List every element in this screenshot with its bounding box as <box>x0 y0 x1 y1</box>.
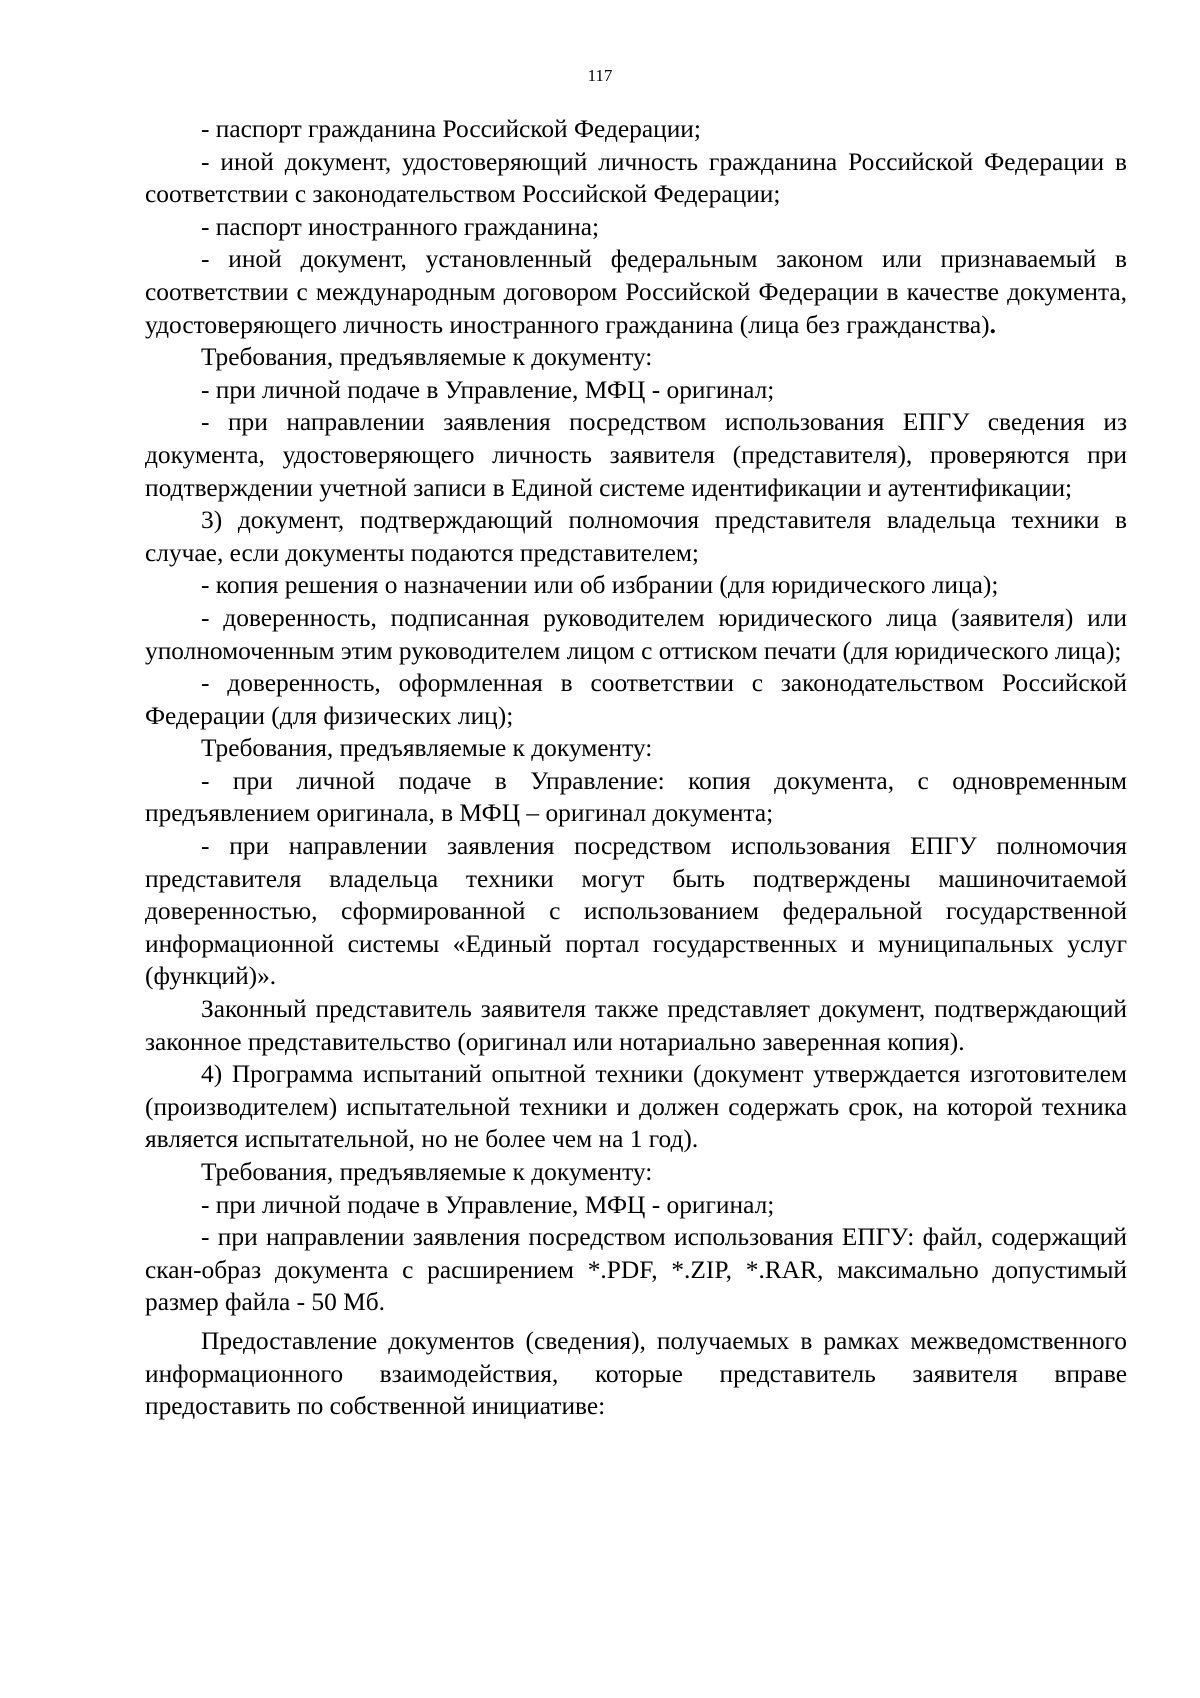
paragraph-13: - при личной подаче в Управление: копия документа, с одновременным предъявлением оригинала, в МФЦ – оригинал документа; <box>145 766 1127 828</box>
paragraph-19: - при направлении заявления посредством использования ЕПГУ: файл, содержащий скан-образ документа с расширением *.PDF, *.ZIP, *.RAR, максимально допустимый размер файла - 50 Мб. <box>145 1223 1127 1317</box>
document-body <box>145 113 1127 1423</box>
paragraph-9: - копия решения о назначении или об избрании (для юридического лица); <box>201 571 999 600</box>
paragraph-11: - доверенность, оформленная в соответствии с законодательством Российской Федерации (для физических лиц); <box>145 669 1127 730</box>
paragraph-3: - паспорт иностранного гражданина; <box>201 212 600 241</box>
paragraph-4 <box>145 243 1127 341</box>
paragraph-5: Требования, предъявляемые к документу: <box>201 343 653 372</box>
paragraph-12: Требования, предъявляемые к документу: <box>201 734 653 763</box>
paragraph-10: - доверенность, подписанная руководителем юридического лица (заявителя) или уполномоченным этим руководителем лицом с оттиском печати (для юридического лица); <box>145 603 1127 665</box>
paragraph-17: Требования, предъявляемые к документу: <box>201 1158 653 1186</box>
paragraph-7: - при направлении заявления посредством использования ЕПГУ сведения из документа, удостоверяющего личность заявителя (представителя), проверяются при подтверждении учетной записи в Единой системе идентификации и аутентификации; <box>145 408 1127 502</box>
paragraph-14: - при направлении заявления посредством использования ЕПГУ полномочия представителя владельца техники могут быть подтверждены машиночитаемой доверенностью, сформированной с использованием федеральной государственной информационной системы «Единый портал государственных и муниципальных услуг (функций)». <box>145 832 1127 991</box>
paragraph-4-text: - иной документ, установленный федеральным законом или признаваемый в соответствии с международным договором Российской Федерации в качестве документа, удостоверяющего личность иностранного гражданина (лица без гражданства) <box>145 245 1127 339</box>
paragraph-6: - при личной подаче в Управление, МФЦ - оригинал; <box>201 375 775 404</box>
paragraph-1: - паспорт гражданина Российской Федерации; <box>201 115 701 143</box>
paragraph-15: Законный представитель заявителя также представляет документ, подтверждающий законное представительство (оригинал или нотариально заверенная копия). <box>145 995 1127 1056</box>
page-number: 117 <box>587 66 613 85</box>
paragraph-2: - иной документ, удостоверяющий личность гражданина Российской Федерации в соответствии с законодательством Российской Федерации; <box>145 147 1127 209</box>
paragraph-18: - при личной подаче в Управление, МФЦ - оригинал; <box>201 1190 775 1219</box>
paragraph-4-end: . <box>989 310 996 339</box>
paragraph-20: Предоставление документов (сведения), получаемых в рамках межведомственного информационного взаимодействия, которые представитель заявителя вправе предоставить по собственной инициативе: <box>145 1326 1127 1421</box>
paragraph-16: 4) Программа испытаний опытной техники (документ утверждается изготовителем (производителем) испытательной техники и должен содержать срок, на которой техника является испытательной, но не более чем на 1 год). <box>145 1060 1127 1154</box>
paragraph-8: 3) документ, подтверждающий полномочия представителя владельца техники в случае, если документы подаются представителем; <box>145 506 1127 567</box>
